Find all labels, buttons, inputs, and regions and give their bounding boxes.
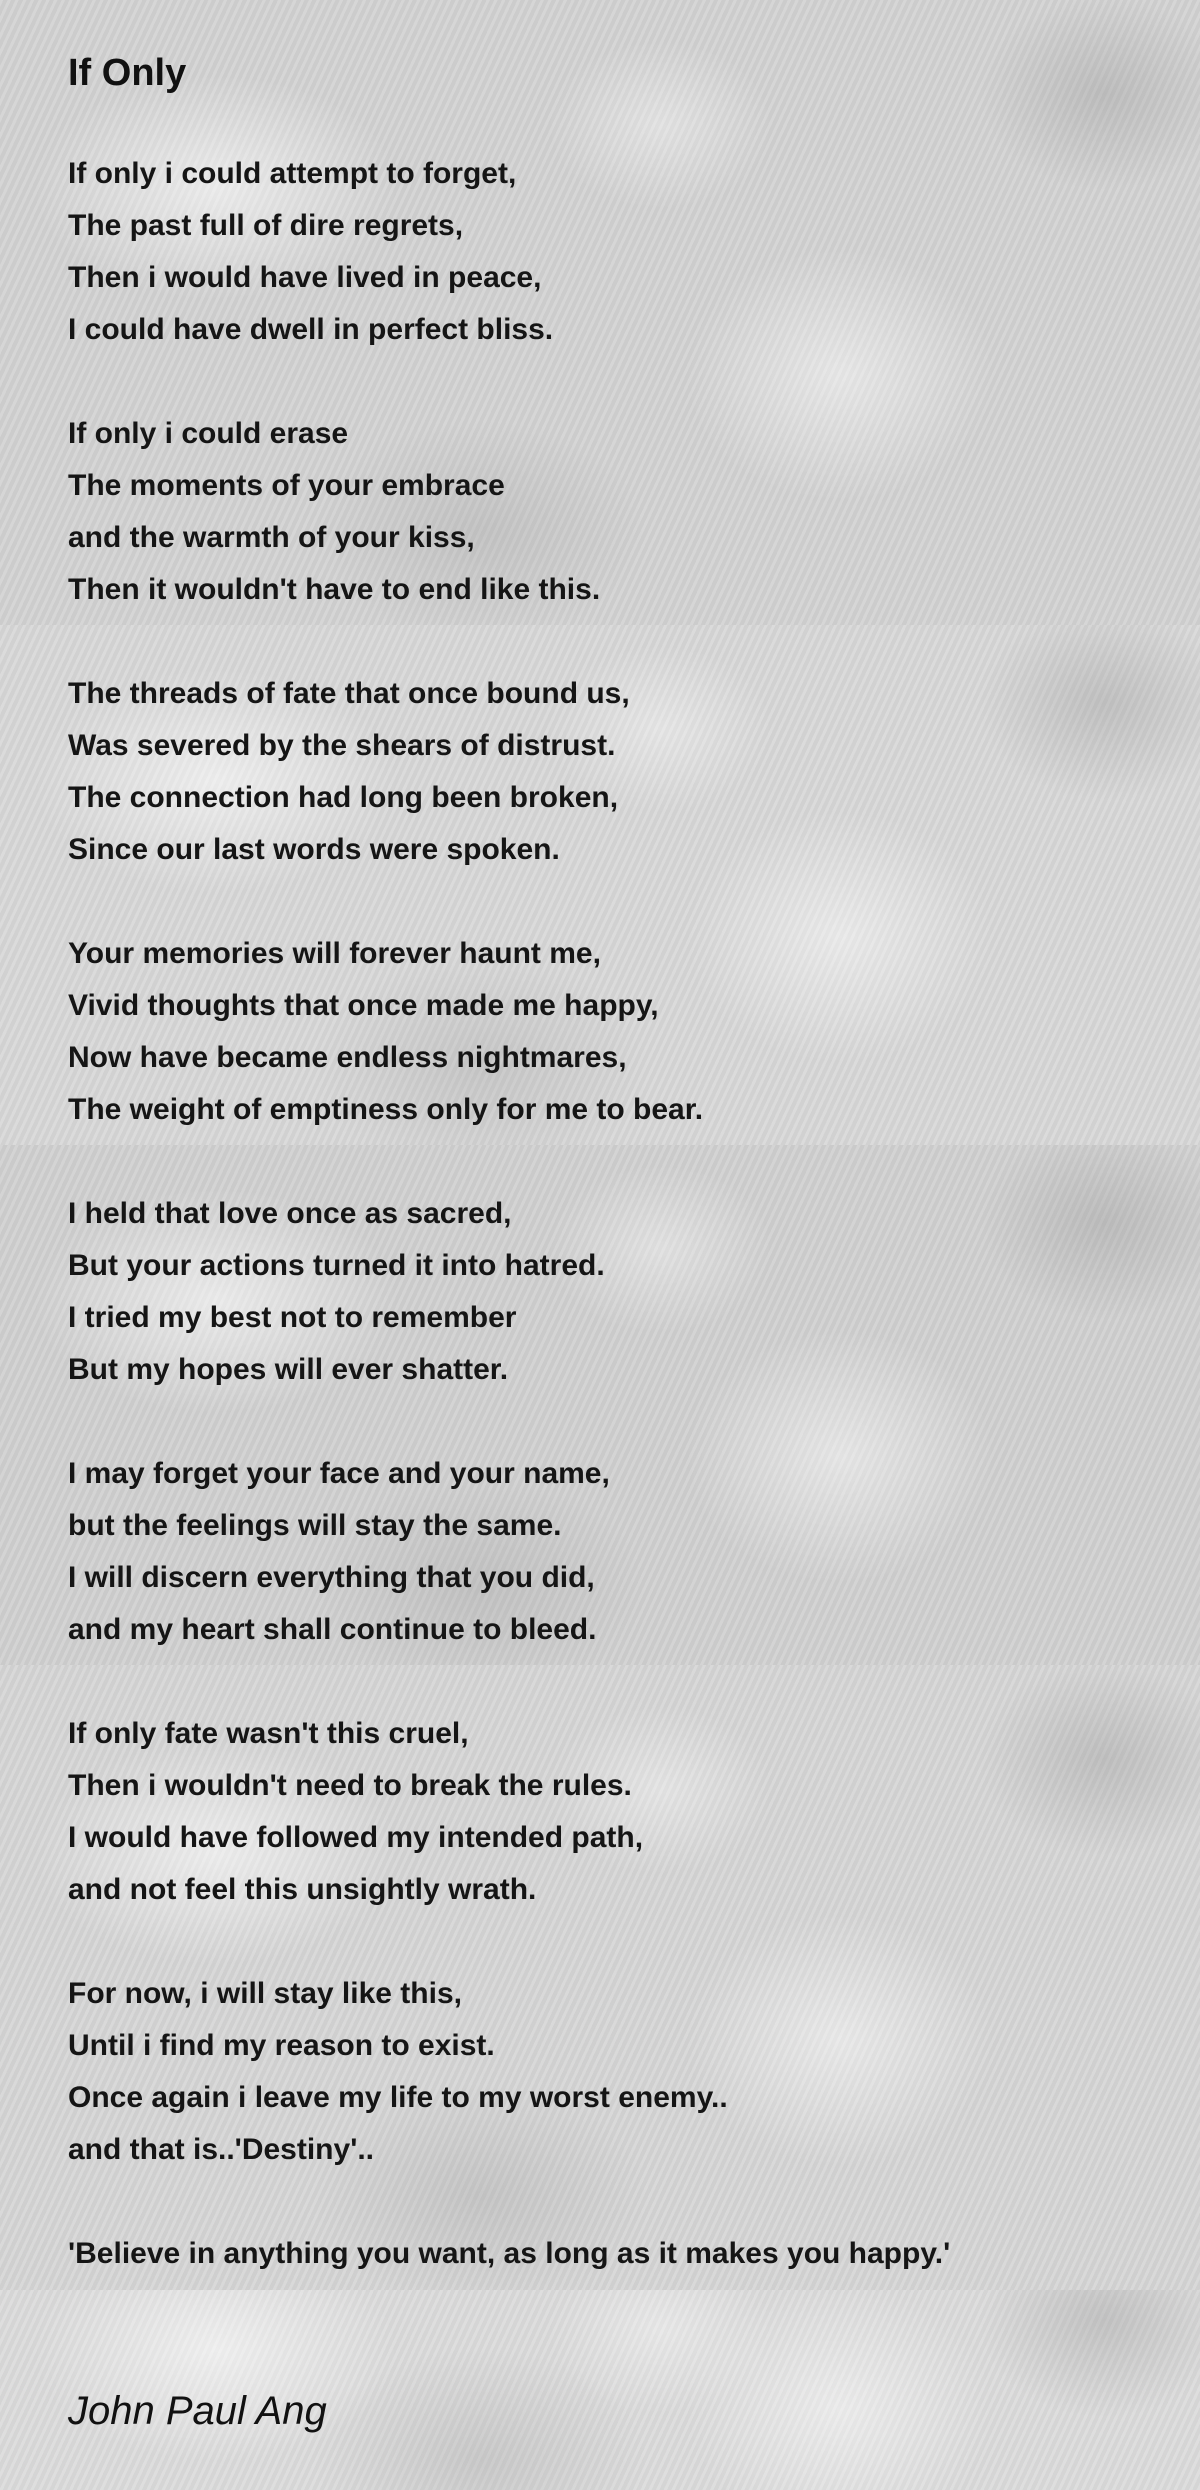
poem-line: I tried my best not to remember	[68, 1301, 517, 1334]
poem-line: Then i wouldn't need to break the rules.	[68, 1769, 632, 1802]
poem-line: Until i find my reason to exist.	[68, 2029, 495, 2062]
poem-line: Since our last words were spoken.	[68, 833, 560, 866]
poem-line: and the warmth of your kiss,	[68, 521, 475, 554]
poem-title: If Only	[68, 52, 187, 94]
poem-line: I held that love once as sacred,	[68, 1197, 512, 1230]
poem-line: I could have dwell in perfect bliss.	[68, 313, 554, 346]
poem-line: Vivid thoughts that once made me happy,	[68, 989, 659, 1022]
poem-line: The past full of dire regrets,	[68, 209, 464, 242]
poem-stanza	[68, 1708, 1168, 1916]
poem-line: The threads of fate that once bound us,	[68, 677, 630, 710]
poem-line: and that is..'Destiny'..	[68, 2133, 374, 2166]
poem-line: For now, i will stay like this,	[68, 1977, 462, 2010]
poem-stanza	[68, 148, 1168, 356]
poem-line: Then i would have lived in peace,	[68, 261, 542, 294]
poem-line: 'Believe in anything you want, as long as it makes you happy.'	[68, 2237, 951, 2270]
poem-line: I would have followed my intended path,	[68, 1821, 644, 1854]
poem-line: but the feelings will stay the same.	[68, 1509, 562, 1542]
poem-line: Now have became endless nightmares,	[68, 1041, 627, 1074]
poem-line: and my heart shall continue to bleed.	[68, 1613, 597, 1646]
poem-stanza	[68, 408, 1168, 616]
poem-line: If only i could attempt to forget,	[68, 157, 517, 190]
poem-line: Was severed by the shears of distrust.	[68, 729, 616, 762]
poem-line: But your actions turned it into hatred.	[68, 1249, 605, 1282]
poem-line: The connection had long been broken,	[68, 781, 619, 814]
poem-stanza	[68, 668, 1168, 876]
poem-line: But my hopes will ever shatter.	[68, 1353, 509, 1386]
poem-stanza	[68, 1968, 1168, 2176]
poem-stanza	[68, 1448, 1168, 1656]
poem-line: and not feel this unsightly wrath.	[68, 1873, 537, 1906]
poem-line: Once again i leave my life to my worst enemy..	[68, 2081, 728, 2114]
poem-stanza	[68, 2228, 1168, 2280]
poem-line: Then it wouldn't have to end like this.	[68, 573, 601, 606]
poem-line: The moments of your embrace	[68, 469, 505, 502]
poem-line: The weight of emptiness only for me to bear.	[68, 1093, 704, 1126]
poem-line: If only fate wasn't this cruel,	[68, 1717, 469, 1750]
poem-line: I will discern everything that you did,	[68, 1561, 595, 1594]
poem-author: John Paul Ang	[68, 2389, 327, 2433]
poem-stanza	[68, 928, 1168, 1136]
poem-line: I may forget your face and your name,	[68, 1457, 610, 1490]
poem-line: Your memories will forever haunt me,	[68, 937, 601, 970]
poem-stanza	[68, 1188, 1168, 1396]
poem-line: If only i could erase	[68, 417, 349, 450]
poem-body	[68, 148, 1168, 2332]
